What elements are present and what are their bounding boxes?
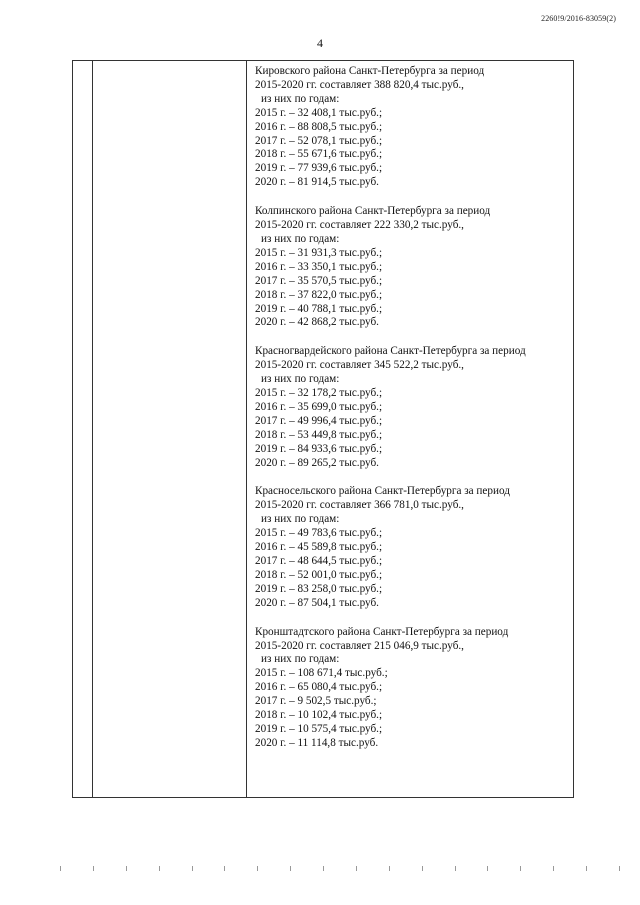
year-line: 2017 г. – 52 078,1 тыс.руб.; (255, 134, 383, 147)
year-line: 2020 г. – 89 265,2 тыс.руб. (255, 456, 379, 469)
year-line: 2015 г. – 49 783,6 тыс.руб.; (255, 527, 383, 540)
year-line: 2019 г. – 83 258,0 тыс.руб.; (255, 582, 383, 595)
year-line: 2020 г. – 42 868,2 тыс.руб. (255, 316, 379, 329)
year-line: 2015 г. – 32 178,2 тыс.руб.; (255, 387, 383, 400)
table-text-cell (255, 65, 573, 766)
block-title: Красносельского района Санкт-Петербурга за период (255, 485, 510, 498)
district-block (255, 626, 573, 751)
block-subheading: из них по годам: (261, 232, 340, 245)
year-line: 2019 г. – 10 575,4 тыс.руб.; (255, 722, 383, 735)
year-line: 2018 г. – 37 822,0 тыс.руб.; (255, 288, 383, 301)
year-line: 2020 г. – 87 504,1 тыс.руб. (255, 596, 379, 609)
year-line: 2018 г. – 10 102,4 тыс.руб.; (255, 709, 383, 722)
block-total: 2015-2020 гг. составляет 345 522,2 тыс.руб., (255, 359, 464, 372)
year-line: 2017 г. – 9 502,5 тыс.руб.; (255, 695, 377, 708)
block-total: 2015-2020 гг. составляет 388 820,4 тыс.руб., (255, 78, 464, 91)
block-subheading: из них по годам: (261, 513, 340, 526)
year-line: 2020 г. – 11 114,8 тыс.руб. (255, 736, 379, 749)
year-line: 2017 г. – 35 570,5 тыс.руб.; (255, 274, 383, 287)
block-title: Кировского района Санкт-Петербурга за период (255, 65, 485, 77)
year-line: 2016 г. – 33 350,1 тыс.руб.; (255, 260, 383, 273)
scan-margin-marks (60, 866, 620, 871)
page-number: 4 (317, 36, 323, 50)
district-block (255, 345, 573, 470)
document-id: 2260!9/2016-83059(2) (541, 14, 616, 23)
year-line: 2019 г. – 40 788,1 тыс.руб.; (255, 302, 383, 315)
block-subheading: из них по годам: (261, 373, 340, 386)
block-total: 2015-2020 гг. составляет 215 046,9 тыс.руб., (255, 639, 464, 652)
year-line: 2019 г. – 77 939,6 тыс.руб.; (255, 162, 383, 175)
table-frame (72, 60, 574, 798)
block-subheading: из них по годам: (261, 653, 340, 666)
block-subheading: из них по годам: (261, 92, 340, 105)
year-line: 2017 г. – 49 996,4 тыс.руб.; (255, 414, 383, 427)
year-line: 2016 г. – 65 080,4 тыс.руб.; (255, 681, 383, 694)
year-line: 2015 г. – 32 408,1 тыс.руб.; (255, 106, 383, 119)
year-line: 2018 г. – 52 001,0 тыс.руб.; (255, 568, 383, 581)
year-line: 2016 г. – 88 808,5 тыс.руб.; (255, 120, 383, 133)
district-block (255, 65, 573, 190)
column-divider (92, 61, 93, 797)
column-divider (246, 61, 247, 797)
block-title: Кронштадтского района Санкт-Петербурга за период (255, 625, 509, 638)
year-line: 2015 г. – 31 931,3 тыс.руб.; (255, 246, 383, 259)
district-block (255, 485, 573, 610)
year-line: 2016 г. – 35 699,0 тыс.руб.; (255, 400, 383, 413)
year-line: 2015 г. – 108 671,4 тыс.руб.; (255, 667, 388, 680)
district-block (255, 205, 573, 330)
year-line: 2018 г. – 55 671,6 тыс.руб.; (255, 148, 383, 161)
block-total: 2015-2020 гг. составляет 366 781,0 тыс.руб., (255, 499, 464, 512)
block-title: Красногвардейского района Санкт-Петербурга за период (255, 345, 526, 358)
year-line: 2019 г. – 84 933,6 тыс.руб.; (255, 442, 383, 455)
year-line: 2017 г. – 48 644,5 тыс.руб.; (255, 555, 383, 567)
year-line: 2016 г. – 45 589,8 тыс.руб.; (255, 541, 383, 554)
block-title: Колпинского района Санкт-Петербурга за период (255, 205, 491, 218)
year-line: 2018 г. – 53 449,8 тыс.руб.; (255, 428, 383, 441)
block-total: 2015-2020 гг. составляет 222 330,2 тыс.руб., (255, 219, 464, 232)
year-line: 2020 г. – 81 914,5 тыс.руб. (255, 176, 379, 189)
